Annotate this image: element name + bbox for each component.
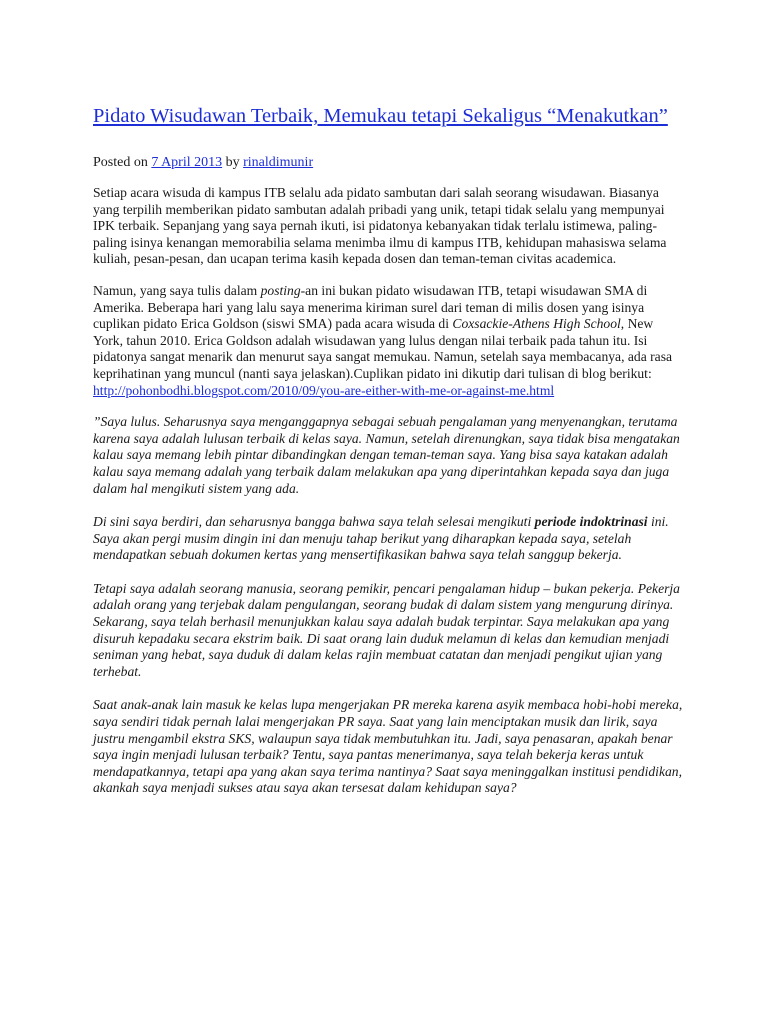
p2-text-3: , New York, tahun 2010. Erica Goldson adalah wisudawan yang lulus dengan nilai terbaik pada tahun itu. Isi pidatonya sangat menarik dan menurut saya sangat memukau. Namun, setelah saya membacanya, ada rasa keprihatinan yang muncul (nanti saya jelaskan).Cuplikan pidato ini dikutip dari tulisan di blog berikut:: [93, 316, 673, 381]
source-blog-link[interactable]: http://pohonbodhi.blogspot.com/2010/09/you-are-either-with-me-or-against-me.html: [93, 382, 555, 398]
p4-bold-term: periode indoktrinasi: [534, 514, 648, 530]
post-author-link[interactable]: rinaldimunir: [243, 155, 314, 170]
post-title-link[interactable]: Pidato Wisudawan Terbaik, Memukau tetapi Sekaligus “Menakutkan”: [93, 105, 668, 127]
quote-paragraph-2: [93, 514, 683, 564]
by-label: by: [222, 155, 244, 170]
quote-paragraph-1: ”Saya lulus. Seharusnya saya menganggapnya sebagai sebuah pengalaman yang menyenangkan, terutama karena saya adalah lulusan terbaik di kelas saya. Namun, setelah direnungkan, saya tidak bisa mengatakan kalau saya memang lebih pintar dibandingkan dengan teman-teman saya. Yang bisa saya katakan adalah kalau saya memang adalah yang terbaik dalam melakukan apa yang diperintahkan kepada saya dan juga dalam hal mengikuti sistem yang ada.: [93, 414, 680, 496]
p2-school-name: Coxsackie-Athens High School: [452, 316, 621, 332]
quote-paragraph-3: Tetapi saya adalah seorang manusia, seorang pemikir, pencari pengalaman hidup – bukan pekerja. Pekerja adalah orang yang terjebak dalam pengulangan, seorang budak di dalam sistem yang mengurung dirinya. Sekarang, saya telah berhasil menunjukkan kalau saya adalah budak terpintar. Saya melakukan apa yang disuruh kepadaku secara ekstrim baik. Di saat orang lain duduk melamun di kelas dan kemudian menjadi seniman yang hebat, saya duduk di dalam kelas rajin membuat catatan dan menjadi pengikut ujian yang terhebat.: [93, 580, 680, 679]
paragraph-context: [93, 283, 683, 399]
post-date-link[interactable]: 7 April 2013: [151, 155, 223, 170]
p2-text-1: Namun, yang saya tulis dalam: [93, 282, 261, 298]
paragraph-intro: Setiap acara wisuda di kampus ITB selalu ada pidato sambutan dari salah seorang wisudawan. Biasanya yang terpilih memberikan pidato sambutan adalah pribadi yang unik, tetapi tidak selalu yang mempunyai IPK terbaik. Sepanjang yang saya pernah ikuti, isi pidatonya kebanyakan tidak terlalu istimewa, paling-paling isinya kenangan memorabilia selama menimba ilmu di kampus ITB, kehidupan mahasiswa selama kuliah, pesan-pesan, dan ucapan terima kasih kepada dosen dan teman-teman civitas academica.: [93, 185, 667, 267]
p2-text-2: -an ini bukan pidato wisudawan ITB, tetapi wisudawan SMA di Amerika. Beberapa hari yang lalu saya menerima kiriman surel dari teman di milis dosen yang isinya cuplikan pidato Erica Goldson (siswi SMA) pada acara wisuda di: [93, 282, 648, 332]
quote-paragraph-4: Saat anak-anak lain masuk ke kelas lupa mengerjakan PR mereka karena asyik membaca hobi-hobi mereka, saya sendiri tidak pernah lalai mengerjakan PR saya. Saat yang lain menciptakan musik dan lirik, saya justru mengambil ekstra SKS, walaupun saya tidak membutuhkan itu. Jadi, saya penasaran, apakah benar saya ingin menjadi lulusan terbaik? Tentu, saya pantas menerimanya, saya telah bekerja keras untuk mendapatkannya, tetapi apa yang akan saya terima nantinya? Saat saya meninggalkan institusi pendidikan, akankah saya menjadi sukses atau saya akan tersesat dalam kehidupan saya?: [93, 697, 683, 796]
post-meta: [93, 154, 683, 171]
p4-text-1: Di sini saya berdiri, dan seharusnya bangga bahwa saya telah selesai mengikuti: [93, 514, 535, 530]
posted-on-label: Posted on: [93, 155, 152, 170]
p4-text-2: ini. Saya akan pergi musim dingin ini dan menuju tahap berikut yang diharapkan kepada saya, setelah mendapatkan sebuah dokumen kertas yang mensertifikasikan bahwa saya telah sanggup bekerja.: [93, 514, 669, 563]
p2-posting-term: posting: [260, 282, 301, 298]
post-title: [93, 104, 683, 129]
article: [93, 104, 683, 797]
